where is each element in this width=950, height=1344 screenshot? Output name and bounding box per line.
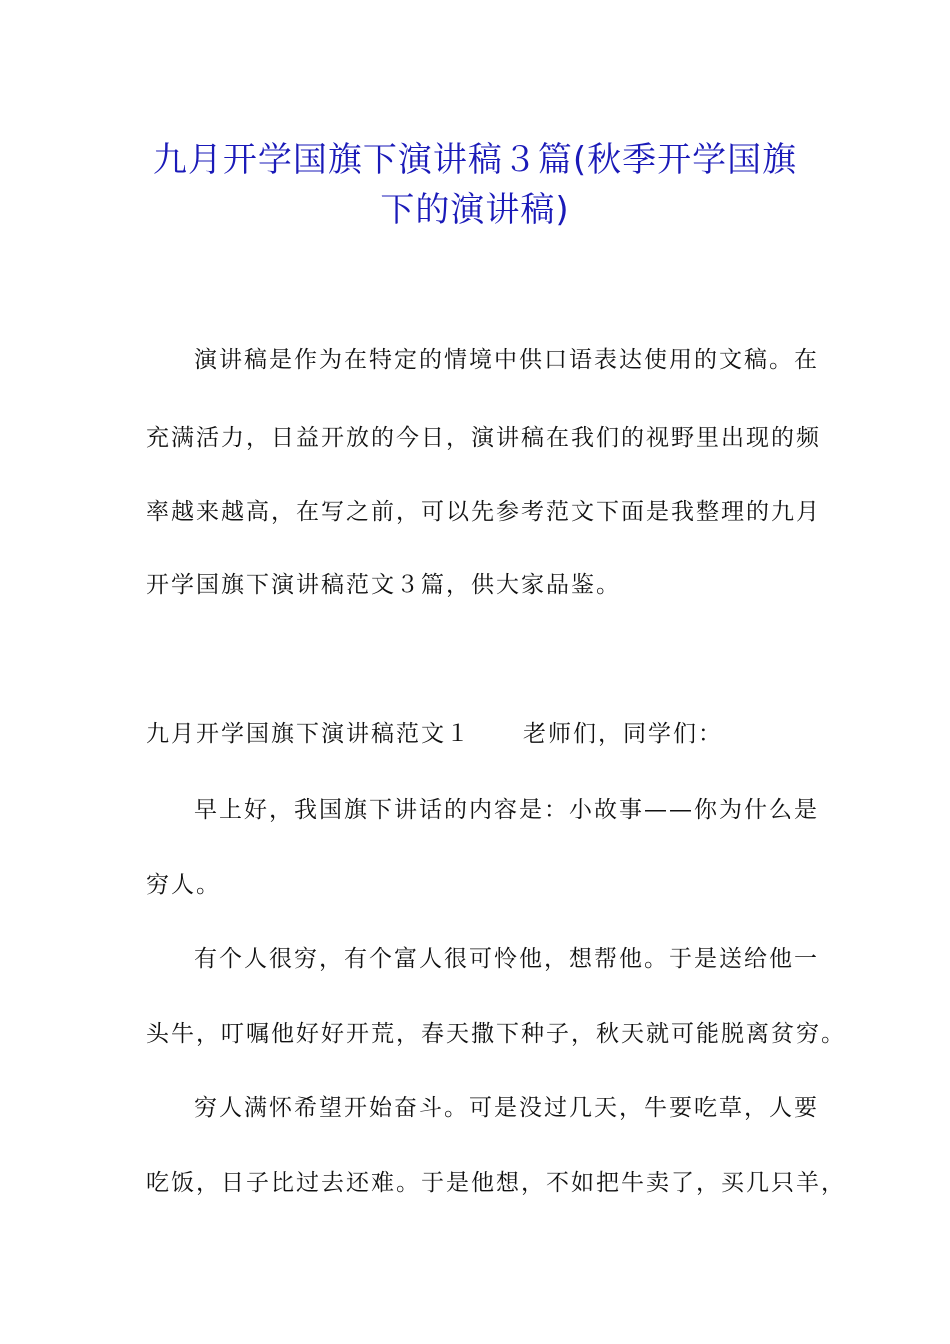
section-heading: 九月开学国旗下演讲稿范文１ [146,721,471,747]
section-heading-row [146,719,723,749]
body-paragraph-line: 吃饭，日子比过去还难。于是他想，不如把牛卖了，买几只羊， [146,1170,846,1196]
salutation: 老师们，同学们： [523,721,723,747]
body-paragraph-line: 头牛，叮嘱他好好开荒，春天撒下种子，秋天就可能脱离贫穷。 [146,1021,846,1047]
intro-paragraph-line: 充满活力，日益开放的今日，演讲稿在我们的视野里出现的频 [146,425,821,451]
body-paragraph-line: 穷人满怀希望开始奋斗。可是没过几天，牛要吃草，人要 [194,1095,819,1121]
body-paragraph-line: 有个人很穷，有个富人很可怜他，想帮他。于是送给他一 [194,946,819,972]
body-paragraph-line: 早上好，我国旗下讲话的内容是：小故事——你为什么是 [194,797,819,823]
document-title-line-2: 下的演讲稿) [380,190,570,230]
intro-paragraph-line: 开学国旗下演讲稿范文３篇，供大家品鉴。 [146,572,621,598]
document-title-line-1: 九月开学国旗下演讲稿３篇(秋季开学国旗 [152,140,798,180]
intro-paragraph-line: 演讲稿是作为在特定的情境中供口语表达使用的文稿。在 [194,347,819,373]
intro-paragraph-line: 率越来越高，在写之前，可以先参考范文下面是我整理的九月 [146,499,821,525]
body-paragraph-line: 穷人。 [146,872,221,898]
